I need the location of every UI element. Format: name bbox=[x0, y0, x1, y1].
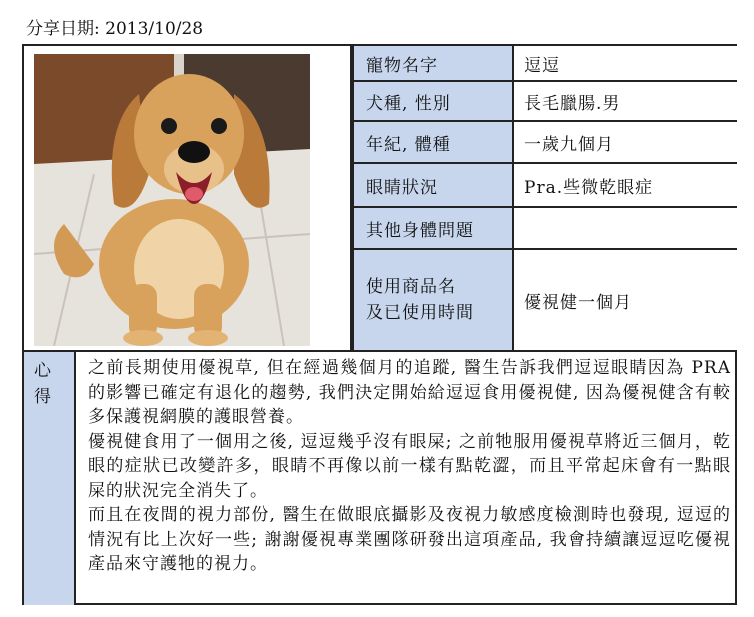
value-eye-condition: Pra.些微乾眼症 bbox=[512, 164, 737, 208]
label-product-usage: 使用商品名 及已使用時間 bbox=[352, 250, 512, 352]
label-age-size: 年紀, 體種 bbox=[352, 122, 512, 164]
dog-photo bbox=[34, 54, 310, 346]
photo-cell bbox=[24, 46, 352, 352]
label-breed-sex: 犬種, 性別 bbox=[352, 82, 512, 122]
value-breed-sex: 長毛臘腸.男 bbox=[512, 82, 737, 122]
feedback-text bbox=[78, 352, 737, 605]
feedback-label bbox=[24, 352, 76, 605]
value-other-health bbox=[512, 208, 737, 250]
label-pet-name: 寵物名字 bbox=[352, 46, 512, 82]
label-eye-condition: 眼睛狀況 bbox=[352, 164, 512, 208]
value-pet-name: 逗逗 bbox=[512, 46, 737, 82]
pet-info-sheet bbox=[22, 44, 737, 605]
feedback-paragraph: 之前長期使用優視草, 但在經過幾個月的追蹤, 醫生告訴我們逗逗眼睛因為 PRA 的影響已確定有退化的趨勢, 我們決定開始給逗逗食用優視健, 因為優視健含有較多保護視網膜的護眼營養。 bbox=[88, 358, 731, 427]
value-product-usage: 優視健一個月 bbox=[512, 250, 737, 352]
share-date: 分享日期: 2013/10/28 bbox=[26, 19, 204, 39]
feedback-paragraph: 而且在夜間的視力部份, 醫生在做眼底攝影及夜視力敏感度檢測時也發現, 逗逗的情況有比上次好一些; 謝謝優視專業團隊研發出這項產品, 我會持續讓逗逗吃優視產品來守護牠的視力。 bbox=[88, 505, 731, 574]
feedback-paragraph: 優視健食用了一個用之後, 逗逗幾乎沒有眼屎; 之前牠服用優視草將近三個月，乾眼的症狀已改變許多，眼睛不再像以前一樣有點乾澀，而且平常起床會有一點眼屎的狀況完全消失了。 bbox=[88, 431, 731, 501]
label-other-health: 其他身體問題 bbox=[352, 208, 512, 250]
value-age-size: 一歲九個月 bbox=[512, 122, 737, 164]
feedback-label-text: 心得 bbox=[34, 361, 51, 407]
